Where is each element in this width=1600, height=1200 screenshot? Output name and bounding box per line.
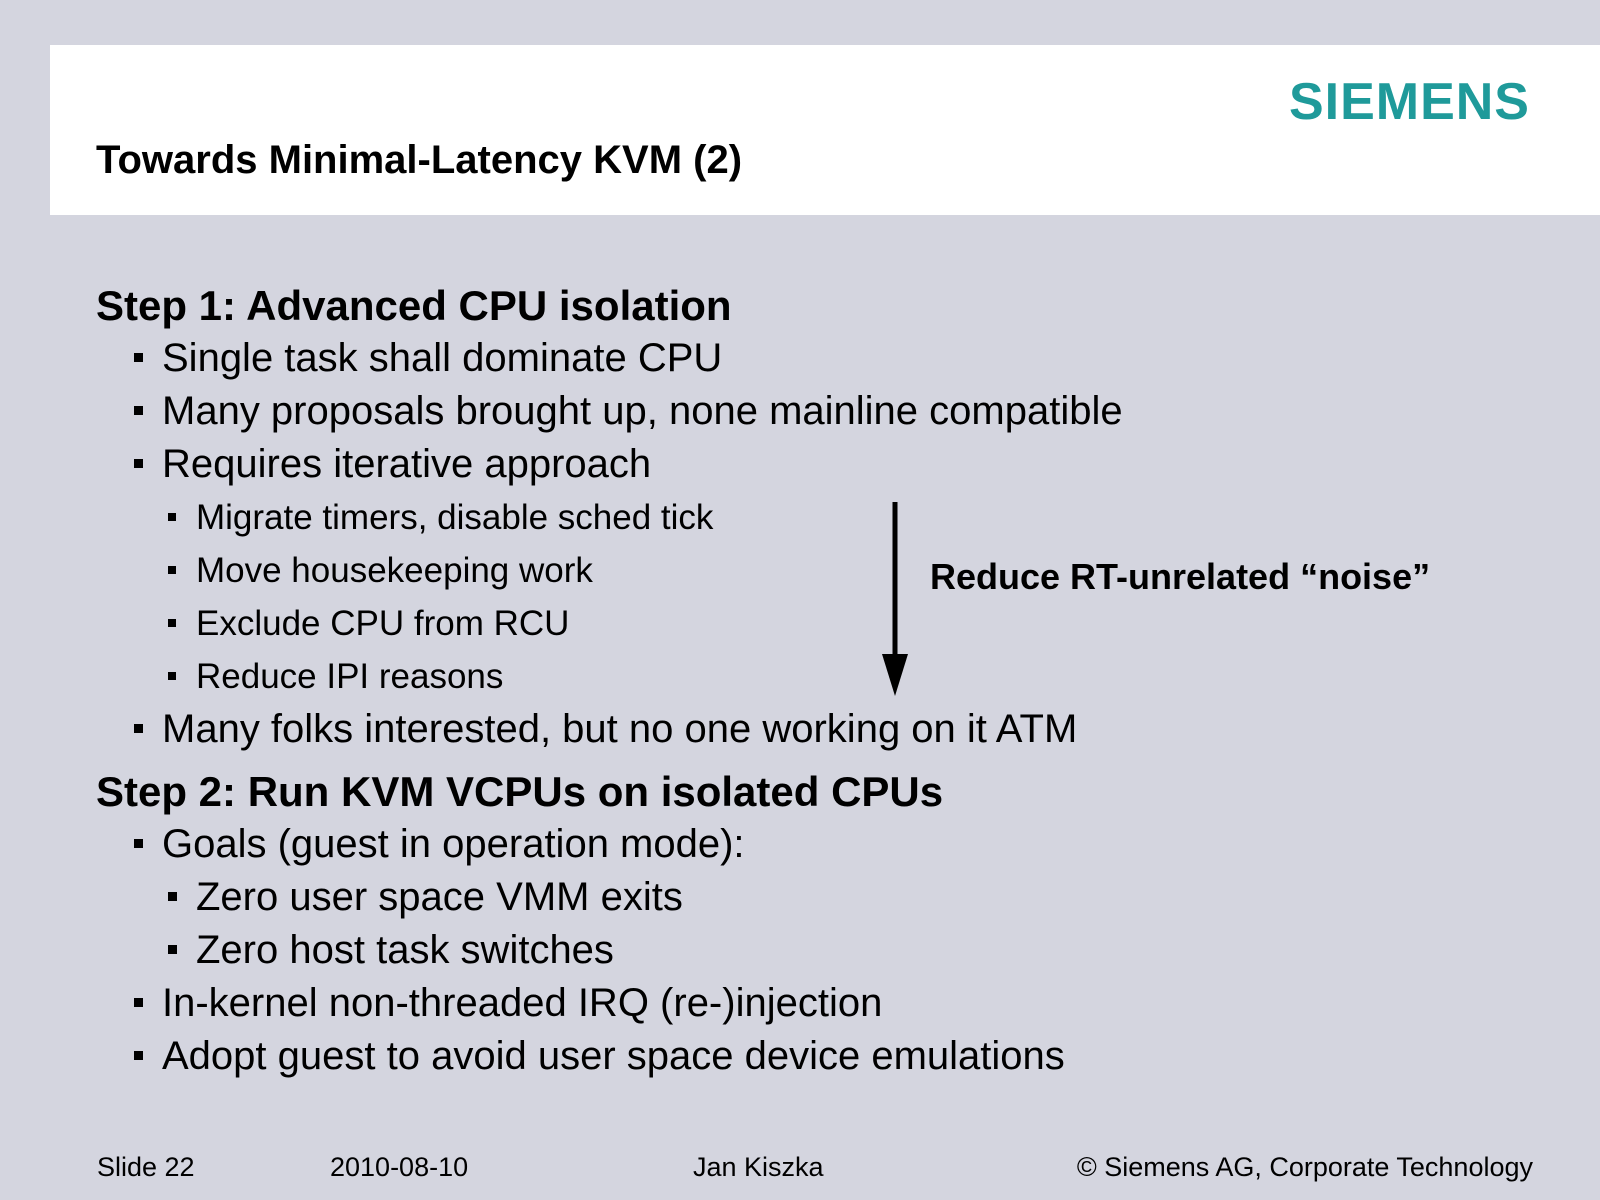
square-bullet-icon bbox=[134, 406, 143, 415]
sub-list-item bbox=[96, 924, 1536, 977]
step1-heading: Step 1: Advanced CPU isolation bbox=[96, 282, 732, 329]
down-arrow-icon bbox=[880, 502, 910, 696]
square-bullet-icon bbox=[134, 459, 143, 468]
footer-date: 2010-08-10 bbox=[330, 1152, 469, 1182]
sub-list-item bbox=[96, 650, 1536, 703]
square-bullet-icon bbox=[168, 672, 176, 680]
list-item bbox=[96, 977, 1536, 1030]
bullet-text: Adopt guest to avoid user space device emulations bbox=[162, 1034, 1065, 1078]
section-gap bbox=[96, 756, 1536, 766]
square-bullet-icon bbox=[168, 513, 176, 521]
bullet-text: Many folks interested, but no one working on it ATM bbox=[162, 707, 1078, 751]
bullet-text: Goals (guest in operation mode): bbox=[162, 822, 745, 866]
square-bullet-icon bbox=[168, 945, 177, 954]
sub-bullet-text: Move housekeeping work bbox=[196, 551, 593, 590]
list-item bbox=[96, 703, 1536, 756]
step2-heading: Step 2: Run KVM VCPUs on isolated CPUs bbox=[96, 768, 944, 815]
list-item bbox=[96, 1030, 1536, 1083]
bullet-text: Many proposals brought up, none mainline compatible bbox=[162, 389, 1123, 433]
siemens-logo: SIEMENS bbox=[1288, 73, 1530, 131]
list-item bbox=[96, 818, 1536, 871]
slide-title: Towards Minimal-Latency KVM (2) bbox=[96, 138, 743, 182]
sub-bullet-text: Zero user space VMM exits bbox=[196, 875, 683, 919]
square-bullet-icon bbox=[134, 724, 143, 733]
footer-author: Jan Kiszka bbox=[693, 1152, 824, 1182]
sub-bullet-text: Exclude CPU from RCU bbox=[196, 604, 570, 643]
sub-bullet-text: Migrate timers, disable sched tick bbox=[196, 498, 714, 537]
bullet-text: In-kernel non-threaded IRQ (re-)injection bbox=[162, 981, 883, 1025]
footer-copyright: © Siemens AG, Corporate Technology bbox=[1076, 1152, 1533, 1182]
square-bullet-icon bbox=[134, 998, 143, 1007]
square-bullet-icon bbox=[134, 353, 143, 362]
sub-list-item bbox=[96, 871, 1536, 924]
sub-bullet-text: Reduce IPI reasons bbox=[196, 657, 504, 696]
sub-list-item bbox=[96, 597, 1536, 650]
square-bullet-icon bbox=[168, 892, 177, 901]
slide-content bbox=[96, 280, 1536, 1083]
bullet-text: Single task shall dominate CPU bbox=[162, 336, 723, 380]
bullet-text: Requires iterative approach bbox=[162, 442, 652, 486]
square-bullet-icon bbox=[168, 619, 176, 627]
footer-slide-number: Slide 22 bbox=[97, 1152, 195, 1182]
square-bullet-icon bbox=[168, 566, 176, 574]
square-bullet-icon bbox=[134, 839, 143, 848]
list-item bbox=[96, 332, 1536, 385]
list-item bbox=[96, 438, 1536, 491]
list-item bbox=[96, 385, 1536, 438]
sub-bullet-text: Zero host task switches bbox=[196, 928, 614, 972]
sub-list-item bbox=[96, 491, 1536, 544]
square-bullet-icon bbox=[134, 1051, 143, 1060]
noise-annotation: Reduce RT-unrelated “noise” bbox=[930, 556, 1431, 597]
